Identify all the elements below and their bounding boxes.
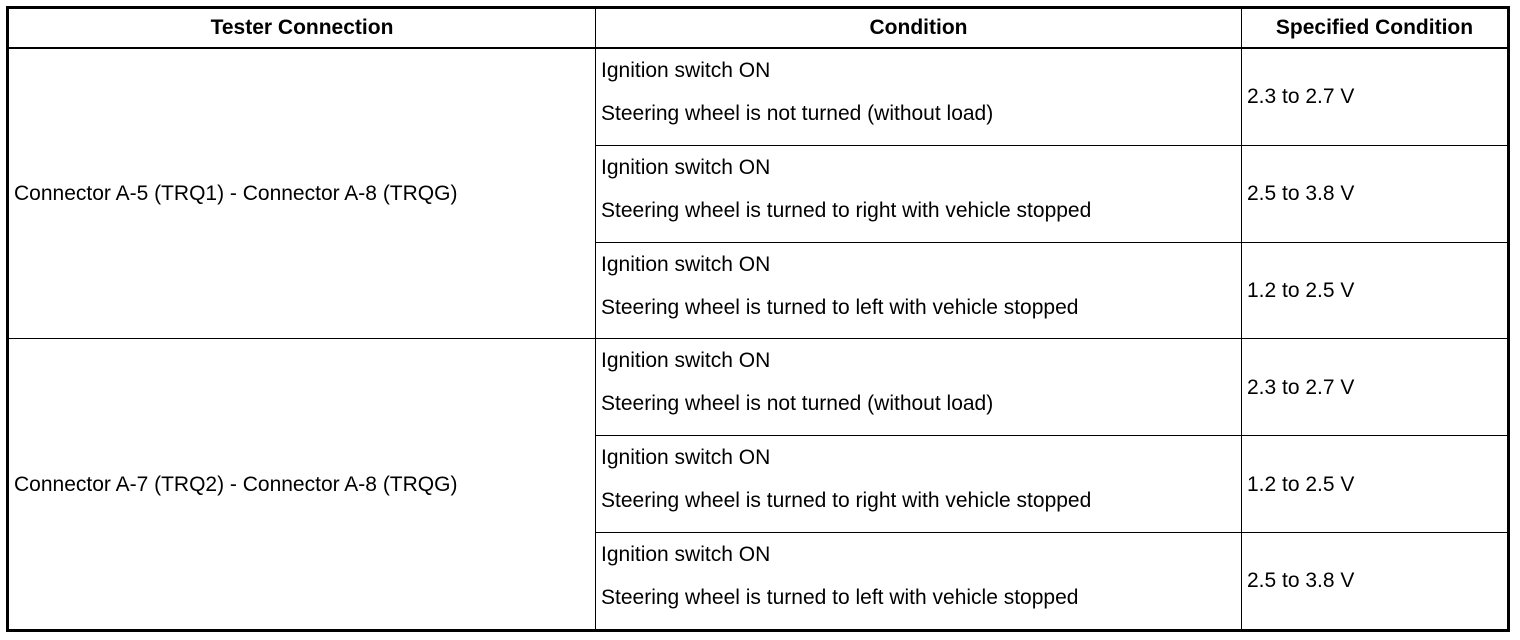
condition-cell: [596, 242, 1242, 339]
condition-line: Steering wheel is not turned (without load): [601, 102, 994, 125]
spec-table: [6, 6, 1510, 632]
condition-cell: [596, 436, 1242, 533]
condition-cell: [596, 145, 1242, 242]
condition-line: Ignition switch ON: [601, 543, 771, 566]
table-row: [8, 48, 1509, 145]
specified-condition-cell: 1.2 to 2.5 V: [1242, 436, 1509, 533]
condition-cell: [596, 533, 1242, 631]
specified-condition-cell: 2.5 to 3.8 V: [1242, 533, 1509, 631]
tester-connection-cell: Connector A-7 (TRQ2) - Connector A-8 (TRQG): [8, 339, 596, 631]
header-condition: Condition: [596, 8, 1242, 49]
specified-condition-cell: 1.2 to 2.5 V: [1242, 242, 1509, 339]
header-row: [8, 8, 1509, 49]
condition-line: Steering wheel is not turned (without load): [601, 392, 994, 416]
header-specified-condition: Specified Condition: [1242, 8, 1509, 49]
condition-cell: [596, 339, 1242, 436]
condition-line: Ignition switch ON: [601, 446, 771, 470]
header-tester-connection: Tester Connection: [8, 8, 596, 49]
condition-line: Ignition switch ON: [601, 252, 771, 276]
specified-condition-cell: 2.5 to 3.8 V: [1242, 145, 1509, 242]
condition-line: Steering wheel is turned to right with vehicle stopped: [601, 198, 1092, 222]
specified-condition-cell: 2.3 to 2.7 V: [1242, 339, 1509, 436]
table-row: [8, 339, 1509, 436]
condition-line: Ignition switch ON: [601, 59, 771, 82]
condition-line: Ignition switch ON: [601, 349, 771, 373]
condition-cell: [596, 48, 1242, 145]
condition-line: Steering wheel is turned to right with vehicle stopped: [601, 489, 1092, 513]
condition-line: Ignition switch ON: [601, 155, 771, 179]
tester-connection-cell: Connector A-5 (TRQ1) - Connector A-8 (TRQG): [8, 48, 596, 339]
condition-line: Steering wheel is turned to left with vehicle stopped: [601, 586, 1079, 609]
condition-line: Steering wheel is turned to left with vehicle stopped: [601, 295, 1079, 319]
specified-condition-cell: 2.3 to 2.7 V: [1242, 48, 1509, 145]
